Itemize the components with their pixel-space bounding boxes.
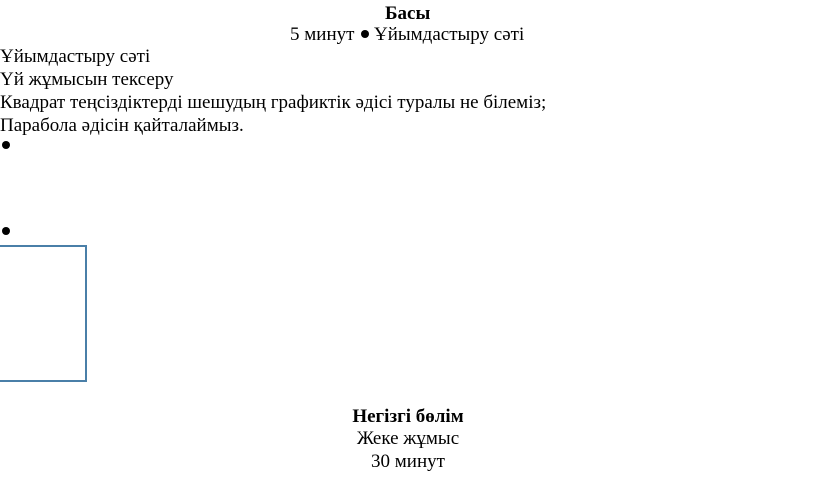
- intro-heading: Басы: [385, 3, 431, 24]
- plan-line-3: Квадрат теңсіздіктерді шешудың графиктік әдісі туралы не білеміз;: [0, 92, 547, 113]
- bullet-icon: [2, 141, 10, 149]
- main-duration: 30 минут: [371, 451, 445, 472]
- main-activity: Жеке жұмыс: [356, 428, 460, 449]
- empty-frame: [0, 245, 87, 382]
- bullet-icon: [2, 227, 10, 235]
- plan-line-2: Үй жұмысын тексеру: [0, 69, 174, 90]
- plan-line-4: Парабола әдісін қайталаймыз.: [0, 115, 244, 136]
- intro-stage-title: Ұйымдастыру сәті: [374, 24, 525, 45]
- bullet-icon: [361, 30, 369, 38]
- main-heading: Негізгі бөлім: [352, 406, 464, 427]
- plan-line-1: Ұйымдастыру сәті: [0, 46, 151, 67]
- intro-duration: 5 минут: [290, 24, 355, 45]
